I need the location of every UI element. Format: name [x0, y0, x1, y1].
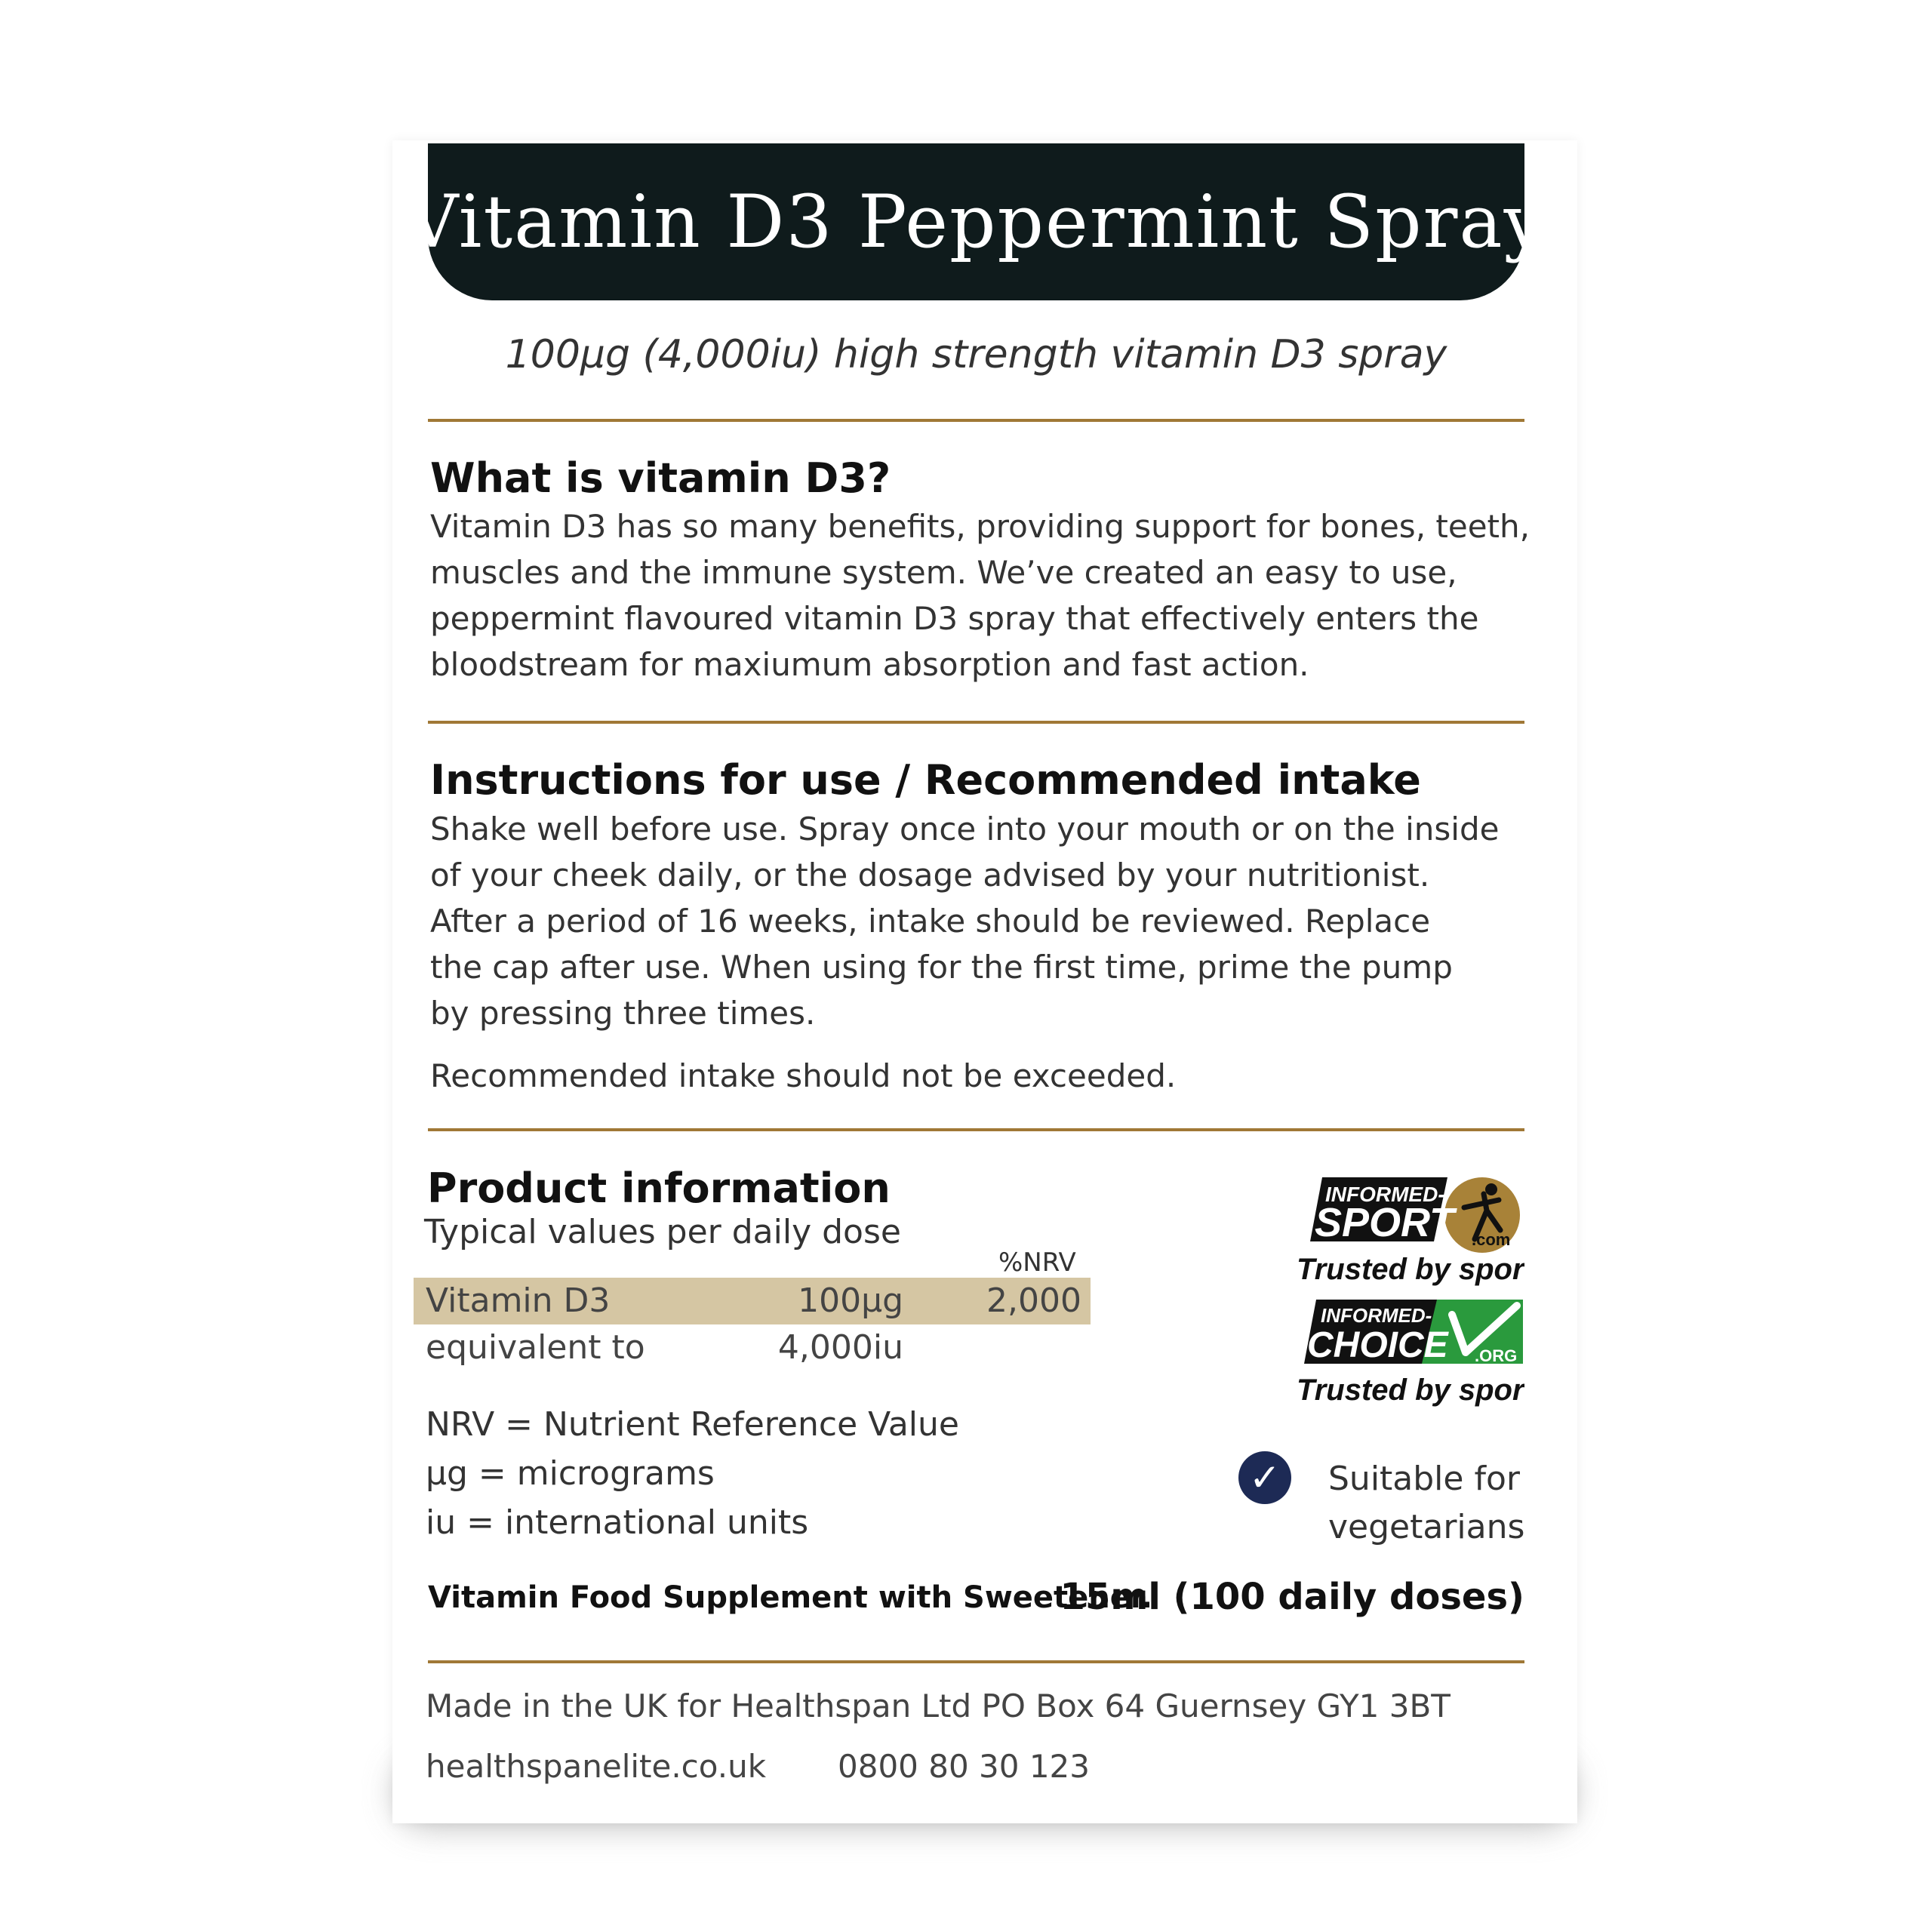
nutrition-table: [414, 1278, 1091, 1371]
table-row: [414, 1324, 1091, 1371]
informed-sport-badge: [1297, 1177, 1524, 1287]
about-line: bloodstream for maxiumum absorption and fast action.: [430, 646, 1309, 683]
informed-choice-badge: [1297, 1300, 1524, 1409]
nutrient-amount: 100µg: [798, 1281, 903, 1320]
instructions-text: [430, 806, 1532, 1036]
nutrient-nrv: 2,000: [986, 1281, 1081, 1320]
instructions-line: of your cheek daily, or the dosage advised by your nutritionist.: [430, 857, 1430, 894]
svg-text:CHOICE: CHOICE: [1307, 1325, 1448, 1365]
svg-text:Trusted by sport: Trusted by sport: [1297, 1374, 1524, 1407]
divider: [428, 1128, 1524, 1131]
legend-micrograms: µg = micrograms: [426, 1454, 715, 1493]
legend-iu: iu = international units: [426, 1503, 809, 1542]
nrv-column-header: %NRV: [998, 1247, 1076, 1278]
intake-warning-text: Recommended intake should not be exceeded.: [430, 1057, 1177, 1094]
divider: [428, 1660, 1524, 1663]
nutrient-name: equivalent to: [426, 1328, 645, 1367]
svg-text:INFORMED-: INFORMED-: [1325, 1183, 1445, 1206]
dose-info: 15ml (100 daily doses): [1060, 1576, 1524, 1618]
vegetarian-line: vegetarians: [1328, 1508, 1525, 1546]
product-title: Vitamin D3 Peppermint Spray: [406, 180, 1546, 264]
svg-text:INFORMED-: INFORMED-: [1321, 1304, 1432, 1327]
instructions-heading: Instructions for use / Recommended intake: [430, 756, 1421, 804]
supplement-note: Vitamin Food Supplement with Sweetener.: [428, 1580, 1153, 1615]
check-circle-icon: ✓: [1238, 1451, 1291, 1504]
manufacturer-address: Made in the UK for Healthspan Ltd PO Box 64 Guernsey GY1 3BT: [426, 1687, 1451, 1724]
about-line: peppermint flavoured vitamin D3 spray that effectively enters the: [430, 600, 1479, 637]
instructions-line: by pressing three times.: [430, 995, 816, 1032]
about-line: Vitamin D3 has so many benefits, providing support for bones, teeth,: [430, 508, 1530, 545]
about-line: muscles and the immune system. We’ve created an easy to use,: [430, 554, 1457, 591]
informed-choice-logo-icon: [1297, 1300, 1524, 1409]
divider: [428, 419, 1524, 422]
svg-text:.com: .com: [1472, 1230, 1511, 1249]
instructions-line: After a period of 16 weeks, intake should be reviewed. Replace: [430, 903, 1431, 940]
nutrient-amount: 4,000iu: [777, 1328, 903, 1367]
svg-text:.ORG: .ORG: [1475, 1346, 1518, 1365]
table-row: [414, 1278, 1091, 1324]
phone-number: 0800 80 30 123: [838, 1748, 1090, 1785]
title-banner: [406, 143, 1546, 300]
intake-warning: [430, 1053, 1532, 1099]
nutrient-name: Vitamin D3: [426, 1281, 611, 1320]
product-subtitle: 100µg (4,000iu) high strength vitamin D3 spray: [505, 332, 1447, 377]
vegetarian-line: Suitable for: [1328, 1460, 1520, 1498]
svg-text:SPORT: SPORT: [1315, 1200, 1455, 1245]
instructions-line: the cap after use. When using for the first time, prime the pump: [430, 949, 1453, 986]
informed-sport-logo-icon: [1297, 1177, 1524, 1287]
about-heading: What is vitamin D3?: [430, 454, 891, 502]
product-info-subheading: Typical values per daily dose: [424, 1213, 901, 1251]
svg-text:Trusted by sport: Trusted by sport: [1297, 1253, 1524, 1286]
divider: [428, 721, 1524, 724]
instructions-line: Shake well before use. Spray once into your mouth or on the inside: [430, 811, 1500, 848]
website-text: healthspanelite.co.uk: [426, 1748, 767, 1785]
about-text: [430, 503, 1532, 688]
vegetarian-label: [1328, 1455, 1524, 1552]
legend-nrv: NRV = Nutrient Reference Value: [426, 1405, 959, 1444]
product-info-heading: Product information: [427, 1164, 891, 1212]
